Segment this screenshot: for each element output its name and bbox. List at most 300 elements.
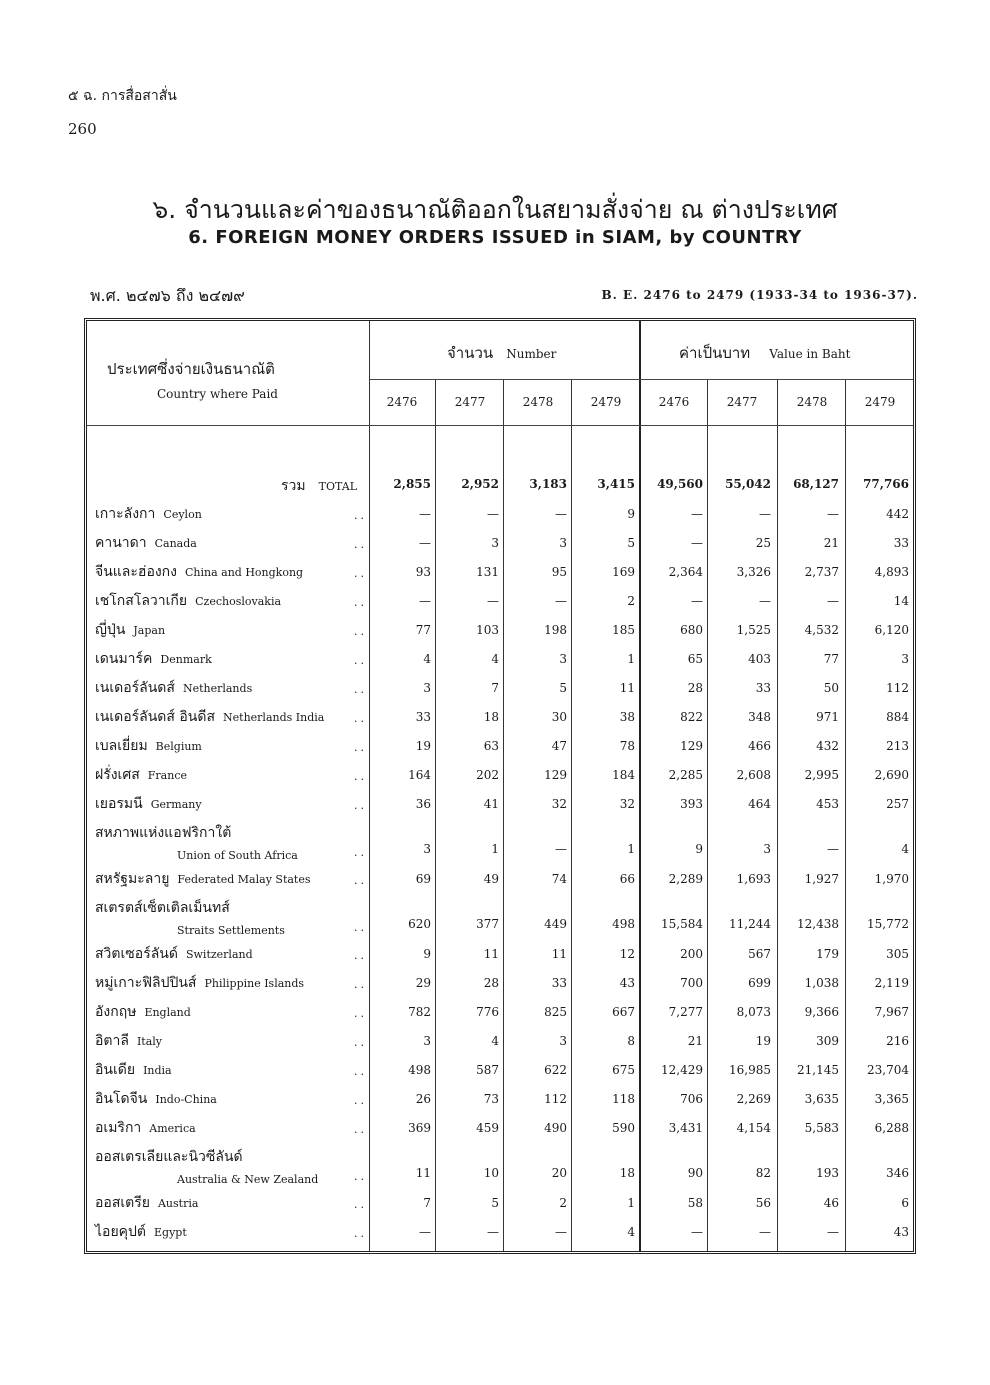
total-label [95, 475, 357, 497]
table-cell: 73 [483, 1092, 499, 1106]
table-row [87, 1219, 913, 1248]
table-cell: 822 [680, 710, 703, 724]
table-cell: 667 [612, 1005, 635, 1019]
table-cell: 47 [551, 739, 567, 753]
table-cell: 21,145 [797, 1063, 839, 1077]
table-cell: 3,365 [874, 1092, 909, 1106]
country-name [95, 943, 370, 965]
country-name [95, 619, 370, 641]
table-cell: 77 [823, 652, 839, 666]
table-cell: 43 [893, 1225, 909, 1239]
leader-dots: .. [354, 874, 367, 887]
table-cell: 3 [763, 842, 771, 856]
table-cell: 1,693 [736, 872, 771, 886]
leader-dots: .. [354, 683, 367, 696]
group-number-english: Number [506, 347, 557, 361]
table-cell: 2,855 [393, 477, 431, 491]
leader-dots: .. [354, 1036, 367, 1049]
table-cell: 825 [544, 1005, 567, 1019]
table-cell: 699 [748, 976, 771, 990]
year-header: 2476 [386, 395, 418, 409]
year-header: 2476 [658, 395, 690, 409]
leader-dots: .. [354, 596, 367, 609]
country-name-thai: คานาดา [95, 535, 147, 551]
table-cell: 2,952 [461, 477, 499, 491]
country-name-english: China and Hongkong [185, 566, 304, 579]
country-name-english: Straits Settlements [177, 924, 285, 937]
table-cell: 6,288 [874, 1121, 909, 1135]
leader-dots: .. [354, 770, 367, 783]
table-cell: 2,364 [668, 565, 703, 579]
table-row [87, 617, 913, 646]
table-cell: — [419, 1225, 431, 1239]
country-name-thai: เกาะลังกา [95, 506, 156, 522]
table-cell: 16,985 [729, 1063, 771, 1077]
period-thai: พ.ศ. ๒๔๗๖ ถึง ๒๔๗๙ [90, 286, 245, 305]
table-cell: — [487, 594, 499, 608]
year-header: 2478 [522, 395, 554, 409]
table-cell: 90 [687, 1166, 703, 1180]
table-cell: 2,608 [736, 768, 771, 782]
table-cell: 66 [619, 872, 635, 886]
table-row [87, 559, 913, 588]
table-cell: 7 [491, 681, 499, 695]
country-name-thai: เบลเยี่ยม [95, 738, 148, 754]
country-name-english: Italy [136, 1035, 163, 1048]
table-cell: — [827, 842, 839, 856]
table-cell: 1 [627, 842, 635, 856]
table-cell: 32 [551, 797, 567, 811]
leader-dots: .. [354, 509, 367, 522]
group-value-header [679, 341, 850, 365]
country-name-english: Indo-China [155, 1093, 217, 1106]
table-cell: 453 [816, 797, 839, 811]
country-name-english: France [147, 769, 187, 782]
country-name-thai: ไอยคุปต์ [95, 1224, 146, 1240]
table-cell: 33 [415, 710, 431, 724]
country-name-english: Germany [150, 798, 202, 811]
table-cell: — [691, 536, 703, 550]
country-name-english: Switzerland [185, 948, 253, 961]
table-cell: 12,429 [661, 1063, 703, 1077]
table-cell: — [419, 507, 431, 521]
table-cell: — [487, 1225, 499, 1239]
country-name-thai: เดนมาร์ค [95, 651, 153, 667]
table-row [87, 501, 913, 530]
table-cell: — [487, 507, 499, 521]
country-name [95, 561, 370, 583]
table-cell: 449 [544, 917, 567, 931]
table-cell: 74 [551, 872, 567, 886]
table-cell: 3 [423, 842, 431, 856]
table-cell: 202 [476, 768, 499, 782]
country-name-thai: อังกฤษ [95, 1004, 137, 1020]
page-number: 260 [68, 120, 97, 138]
table-cell: 2 [559, 1196, 567, 1210]
period-english: B. E. 2476 to 2479 (1933-34 to 1936-37). [601, 288, 918, 302]
table-cell: 3,183 [529, 477, 567, 491]
group-value-thai: ค่าเป็นบาท [679, 344, 751, 362]
country-name [95, 764, 370, 786]
section-label: ๕ ฉ. การสื่อสาสั่น [68, 88, 177, 104]
country-name-thai: จีนและฮ่องกง [95, 564, 177, 580]
table-cell: 700 [680, 976, 703, 990]
leader-dots: .. [354, 1007, 367, 1020]
table-cell: 369 [408, 1121, 431, 1135]
country-name [95, 1146, 370, 1187]
table-row [87, 970, 913, 999]
table-cell: 1 [491, 842, 499, 856]
table-row [87, 791, 913, 820]
leader-dots: .. [354, 538, 367, 551]
table-cell: 3 [559, 652, 567, 666]
table-cell: 2 [627, 594, 635, 608]
table-cell: 971 [816, 710, 839, 724]
leader-dots: .. [354, 799, 367, 812]
country-name-thai: เนเดอร์ลันดส์ อินดีส [95, 709, 216, 725]
table-cell: 82 [755, 1166, 771, 1180]
table-cell: 393 [680, 797, 703, 811]
table-cell: 131 [476, 565, 499, 579]
country-name-thai: สวิตเซอร์ลันด์ [95, 946, 178, 962]
table-cell: 459 [476, 1121, 499, 1135]
table-cell: 19 [415, 739, 431, 753]
table-row [87, 1190, 913, 1219]
country-name-thai: สเตรตส์เซ็ตเติลเม็นทส์ [95, 900, 230, 916]
table-cell: — [555, 1225, 567, 1239]
country-name [95, 1192, 370, 1214]
table-cell: 403 [748, 652, 771, 666]
table-cell: 103 [476, 623, 499, 637]
table-cell: 2,995 [804, 768, 839, 782]
table-cell: 213 [886, 739, 909, 753]
year-header: 2479 [864, 395, 896, 409]
country-name-english: Netherlands [182, 682, 253, 695]
table-cell: 69 [415, 872, 431, 886]
table-cell: 193 [816, 1166, 839, 1180]
country-name [95, 1030, 370, 1052]
table-cell: 1,927 [804, 872, 839, 886]
country-name-thai: ออสเตรีย [95, 1195, 150, 1211]
year-header: 2477 [726, 395, 758, 409]
table-cell: 377 [476, 917, 499, 931]
table-row [87, 762, 913, 791]
table-cell: 15,584 [661, 917, 703, 931]
table-row [87, 999, 913, 1028]
country-name-thai: สหภาพแห่งแอฟริกาใต้ [95, 825, 232, 841]
table-cell: 77,766 [863, 477, 909, 491]
table-cell: 3 [423, 681, 431, 695]
table-cell: 112 [544, 1092, 567, 1106]
country-name [95, 822, 370, 863]
country-name-english: Union of South Africa [177, 849, 298, 862]
table-cell: — [759, 594, 771, 608]
year-header: 2479 [590, 395, 622, 409]
country-name-english: England [144, 1006, 191, 1019]
country-name-thai: สหรัฐมะลายู [95, 871, 170, 887]
page-title-thai: ๖. จำนวนและค่าของธนาณัติออกในสยามสั่งจ่าย ณ ต่างประเทศ [152, 195, 838, 224]
table-cell: 129 [544, 768, 567, 782]
table-cell: 9 [423, 947, 431, 961]
country-name-english: Japan [133, 624, 166, 637]
table-cell: — [827, 507, 839, 521]
country-name [95, 677, 370, 699]
page-title-english: 6. FOREIGN MONEY ORDERS ISSUED in SIAM, by COUNTRY [188, 227, 802, 248]
table-cell: 2,119 [874, 976, 909, 990]
country-name [95, 1221, 370, 1243]
table-cell: 93 [415, 565, 431, 579]
table-cell: 442 [886, 507, 909, 521]
table-cell: — [827, 1225, 839, 1239]
table-cell: 19 [755, 1034, 771, 1048]
group-number-header [447, 341, 556, 365]
table-row-total [87, 471, 913, 500]
table-cell: 2,269 [736, 1092, 771, 1106]
table-cell: 46 [823, 1196, 839, 1210]
country-name [95, 1117, 370, 1139]
table-cell: 49 [483, 872, 499, 886]
table-row [87, 646, 913, 675]
leader-dots: .. [354, 846, 367, 859]
table-cell: 63 [483, 739, 499, 753]
table-cell: 1,970 [874, 872, 909, 886]
table-cell: 33 [893, 536, 909, 550]
table-cell: 5 [491, 1196, 499, 1210]
country-name [95, 532, 370, 554]
table-cell: 23,704 [867, 1063, 909, 1077]
table-cell: 9 [695, 842, 703, 856]
table-row [87, 1144, 913, 1190]
country-name-thai: เชโกสโลวาเกีย [95, 593, 188, 609]
table-row [87, 733, 913, 762]
table-cell: 620 [408, 917, 431, 931]
table-row [87, 866, 913, 895]
group-number-thai: จำนวน [447, 344, 494, 362]
country-name [95, 793, 370, 815]
table-cell: 36 [415, 797, 431, 811]
country-name-english: India [143, 1064, 172, 1077]
table-cell: 3,326 [736, 565, 771, 579]
country-name [95, 1001, 370, 1023]
table-cell: 4 [423, 652, 431, 666]
table-cell: 4 [627, 1225, 635, 1239]
leader-dots: .. [354, 1227, 367, 1240]
table-cell: 4 [491, 1034, 499, 1048]
table-cell: 18 [619, 1166, 635, 1180]
country-name [95, 1059, 370, 1081]
table-cell: 1,038 [804, 976, 839, 990]
table-cell: 65 [687, 652, 703, 666]
table-cell: 21 [823, 536, 839, 550]
country-name-english: Australia & New Zealand [177, 1173, 319, 1186]
table-row [87, 1057, 913, 1086]
table-cell: 11 [415, 1166, 431, 1180]
table-cell: 68,127 [793, 477, 839, 491]
table-cell: 567 [748, 947, 771, 961]
table-cell: 33 [755, 681, 771, 695]
total-label-thai: รวม [280, 478, 306, 494]
leader-dots: .. [354, 741, 367, 754]
country-name-thai: อินเดีย [95, 1062, 136, 1078]
country-name-english: Belgium [155, 740, 202, 753]
table-cell: 29 [415, 976, 431, 990]
country-name-english: Canada [154, 537, 197, 550]
country-name-english: Ceylon [163, 508, 202, 521]
country-name-english: Austria [157, 1197, 199, 1210]
table-cell: 1,525 [736, 623, 771, 637]
table-cell: 1 [627, 652, 635, 666]
table-cell: 587 [476, 1063, 499, 1077]
table-cell: 5 [559, 681, 567, 695]
table-cell: 8,073 [736, 1005, 771, 1019]
table-cell: 2,289 [668, 872, 703, 886]
year-header: 2477 [454, 395, 486, 409]
table-cell: 3 [423, 1034, 431, 1048]
table-cell: 18 [483, 710, 499, 724]
table-cell: 8 [627, 1034, 635, 1048]
leader-dots: .. [354, 1123, 367, 1136]
table-cell: 3 [901, 652, 909, 666]
country-name-thai: อินโดจีน [95, 1091, 148, 1107]
country-name [95, 868, 370, 890]
table-cell: 7,967 [874, 1005, 909, 1019]
table-cell: 12 [619, 947, 635, 961]
table-row [87, 895, 913, 941]
country-name [95, 972, 370, 994]
table-cell: 95 [551, 565, 567, 579]
col-country-english: Country where Paid [157, 387, 278, 401]
table-cell: 78 [619, 739, 635, 753]
table-cell: 2,737 [804, 565, 839, 579]
table-cell: 169 [612, 565, 635, 579]
table-cell: 11,244 [729, 917, 771, 931]
table-cell: 11 [551, 947, 567, 961]
table-cell: — [555, 507, 567, 521]
country-name-thai: หมู่เกาะฟิลิปปินส์ [95, 975, 197, 991]
table-row [87, 1028, 913, 1057]
table-cell: 4,893 [874, 565, 909, 579]
table-cell: 4,532 [804, 623, 839, 637]
table-cell: 3,635 [804, 1092, 839, 1106]
table-cell: 7 [423, 1196, 431, 1210]
table-cell: 15,772 [867, 917, 909, 931]
table-cell: 782 [408, 1005, 431, 1019]
table-cell: 11 [483, 947, 499, 961]
total-label-english: TOTAL [318, 480, 357, 493]
country-name [95, 706, 370, 728]
table-cell: 3,431 [668, 1121, 703, 1135]
table-cell: 77 [415, 623, 431, 637]
table-cell: 3 [559, 1034, 567, 1048]
table-cell: 257 [886, 797, 909, 811]
table-cell: 498 [612, 917, 635, 931]
table-cell: — [555, 842, 567, 856]
leader-dots: .. [354, 978, 367, 991]
table-cell: 14 [893, 594, 909, 608]
table-cell: 20 [551, 1166, 567, 1180]
leader-dots: .. [354, 949, 367, 962]
leader-dots: .. [354, 712, 367, 725]
table-cell: 498 [408, 1063, 431, 1077]
header-rule [87, 425, 913, 426]
table-cell: 9,366 [804, 1005, 839, 1019]
table-cell: 675 [612, 1063, 635, 1077]
table-cell: 58 [687, 1196, 703, 1210]
table-cell: 49,560 [657, 477, 703, 491]
table-cell: 490 [544, 1121, 567, 1135]
country-name-thai: เนเดอร์ลันดส์ [95, 680, 175, 696]
table-cell: — [759, 1225, 771, 1239]
table-cell: 432 [816, 739, 839, 753]
table-cell: 55,042 [725, 477, 771, 491]
table-cell: 4 [491, 652, 499, 666]
country-name [95, 1088, 370, 1110]
table-cell: 12,438 [797, 917, 839, 931]
table-cell: 4 [901, 842, 909, 856]
country-name-english: Czechoslovakia [195, 595, 282, 608]
table-cell: — [691, 594, 703, 608]
col-country-thai: ประเทศซึ่งจ่ายเงินธนาณัติ [107, 360, 275, 378]
country-name [95, 590, 370, 612]
table-cell: 2,285 [668, 768, 703, 782]
table-cell: 464 [748, 797, 771, 811]
table-cell: 6 [901, 1196, 909, 1210]
leader-dots: .. [354, 921, 367, 934]
country-name-thai: อเมริกา [95, 1120, 142, 1136]
leader-dots: .. [354, 567, 367, 580]
leader-dots: .. [354, 1198, 367, 1211]
table-cell: 590 [612, 1121, 635, 1135]
table-cell: 30 [551, 710, 567, 724]
table-cell: 776 [476, 1005, 499, 1019]
table-cell: 11 [619, 681, 635, 695]
table-row [87, 941, 913, 970]
table-cell: 2,690 [874, 768, 909, 782]
country-name [95, 735, 370, 757]
table-cell: 346 [886, 1166, 909, 1180]
table-cell: — [419, 536, 431, 550]
leader-dots: .. [354, 625, 367, 638]
table-cell: 3 [559, 536, 567, 550]
leader-dots: .. [354, 1170, 367, 1183]
table-cell: 309 [816, 1034, 839, 1048]
table-cell: 26 [415, 1092, 431, 1106]
table-cell: 185 [612, 623, 635, 637]
country-name-thai: ฝรั่งเศส [95, 767, 140, 783]
table-cell: 198 [544, 623, 567, 637]
table-cell: 348 [748, 710, 771, 724]
table-cell: — [827, 594, 839, 608]
table-cell: 112 [886, 681, 909, 695]
country-name-english: Philippine Islands [204, 977, 305, 990]
table-cell: — [419, 594, 431, 608]
country-name-thai: ออสเตรเลียและนิวซีลันด์ [95, 1149, 243, 1165]
table-row [87, 1115, 913, 1144]
table-cell: 216 [886, 1034, 909, 1048]
table-cell: 884 [886, 710, 909, 724]
table-cell: 28 [687, 681, 703, 695]
table-cell: 4,154 [736, 1121, 771, 1135]
group-value-english: Value in Baht [769, 347, 851, 361]
table-cell: 305 [886, 947, 909, 961]
header-rule [369, 379, 913, 380]
leader-dots: .. [354, 1094, 367, 1107]
country-name [95, 897, 370, 938]
table-cell: 680 [680, 623, 703, 637]
table-cell: 50 [823, 681, 839, 695]
table-cell: 184 [612, 768, 635, 782]
table-cell: 200 [680, 947, 703, 961]
